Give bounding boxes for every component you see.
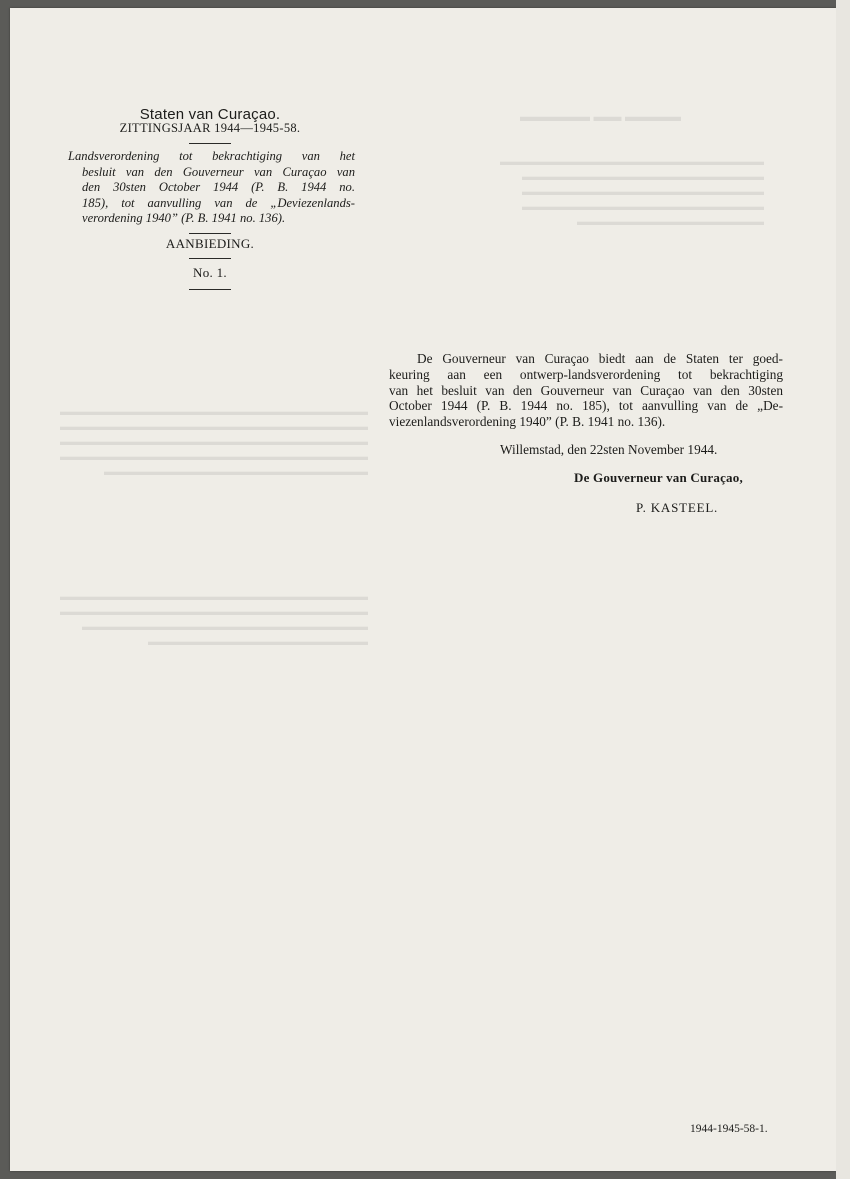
divider-rule <box>189 233 231 234</box>
governor-title: De Gouverneur van Curaçao, <box>574 470 743 485</box>
document-label: AANBIEDING. <box>165 236 255 251</box>
divider-rule <box>189 289 231 290</box>
document-number: No. 1. <box>193 265 227 280</box>
place-date: Willemstad, den 22sten November 1944. <box>500 442 718 457</box>
subject-line: verordening 1940” (P. B. 1941 no. 136). <box>82 211 286 226</box>
divider-rule <box>189 143 231 144</box>
subject-line: Landsverordening tot bekrachtiging van het <box>68 149 355 163</box>
subject-line: 185), tot aanvulling van de „Deviezenlands- <box>82 195 355 210</box>
subject-paragraph <box>68 149 355 227</box>
subject-line: den 30sten October 1944 (P. B. 1944 no. <box>82 180 355 195</box>
subject-line: besluit van den Gouverneur van Curaçao van <box>82 164 355 179</box>
body-line: viezenlandsverordening 1940” (P. B. 1941 no. 136). <box>389 414 666 430</box>
document-title: Staten van Curaçao. <box>139 106 281 123</box>
reverse-show-through: ▬▬▬▬ ▬▬ ▬▬▬▬▬ <box>520 110 681 125</box>
page-edge <box>836 0 850 1179</box>
signature-name: P. KASTEEL. <box>636 500 719 515</box>
body-line: De Gouverneur van Curaçao biedt aan de Staten ter goed- <box>417 351 783 366</box>
reverse-show-through: ▬▬▬▬▬▬▬▬▬▬▬▬▬▬▬▬▬▬▬▬▬▬▬▬ ▬▬▬▬▬▬▬▬▬▬▬▬▬▬▬▬▬▬▬▬▬▬ ▬▬▬▬▬▬▬▬▬▬▬▬▬▬▬▬▬▬▬▬▬▬ ▬▬▬▬▬▬▬▬▬▬▬▬▬▬▬▬▬▬▬▬▬▬ ▬▬▬▬▬▬▬▬▬▬▬▬▬▬▬▬▬ <box>500 156 764 228</box>
body-line: keuring aan een ontwerp-landsverordening tot bekrachtiging <box>389 366 783 382</box>
divider-rule <box>189 258 231 259</box>
session-year: ZITTINGSJAAR 1944—1945-58. <box>119 121 301 135</box>
reverse-show-through: ▬▬▬▬▬▬▬▬▬▬▬▬▬▬▬▬▬▬▬▬▬▬▬▬▬▬▬▬ ▬▬▬▬▬▬▬▬▬▬▬▬▬▬▬▬▬▬▬▬▬▬▬▬▬▬▬▬ ▬▬▬▬▬▬▬▬▬▬▬▬▬▬▬▬▬▬▬▬▬▬▬▬▬▬▬▬ ▬▬▬▬▬▬▬▬▬▬▬▬▬▬▬▬▬▬▬▬▬▬▬▬▬▬▬▬ ▬▬▬▬▬▬▬▬▬▬▬▬▬▬▬▬▬▬▬▬▬▬▬▬ <box>60 406 368 478</box>
body-line: October 1944 (P. B. 1944 no. 185), tot aanvulling van de „De- <box>389 398 783 414</box>
body-line: van het besluit van den Gouverneur van Curaçao van den 30sten <box>389 382 783 398</box>
reverse-show-through: ▬▬▬▬▬▬▬▬▬▬▬▬▬▬▬▬▬▬▬▬▬▬▬▬▬▬▬▬ ▬▬▬▬▬▬▬▬▬▬▬▬▬▬▬▬▬▬▬▬▬▬▬▬▬▬▬▬ ▬▬▬▬▬▬▬▬▬▬▬▬▬▬▬▬▬▬▬▬▬▬▬▬▬▬ ▬▬▬▬▬▬▬▬▬▬▬▬▬▬▬▬▬▬▬▬ <box>60 591 368 648</box>
footer-document-code: 1944-1945-58-1. <box>690 1123 768 1135</box>
body-paragraph <box>389 351 783 430</box>
